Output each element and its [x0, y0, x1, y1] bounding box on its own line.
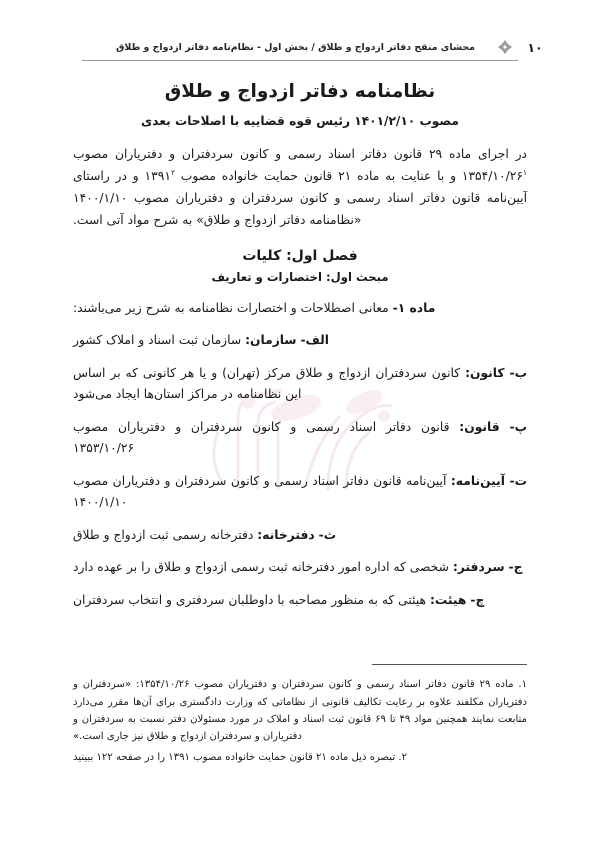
definition-term-daftarkhaneh: دفترخانه: [257, 527, 315, 542]
page-number: ۱۰ [527, 39, 543, 55]
article-1-label: ماده ۱- [392, 300, 436, 315]
footnote-2 [73, 749, 527, 766]
definition-text-heyat: هیئتی که به منظور مصاحبه با داوطلبان سردفتری و انتخاب سردفتران [73, 592, 430, 607]
definition-term-sardaftar: سردفتر: [452, 560, 505, 575]
definition-letter-be: ب- [509, 365, 527, 380]
page-subtitle: مصوب ۱۴۰۱/۲/۱۰ رئیس قوه قضاییه با اصلاحات بعدی [141, 114, 459, 129]
definition-letter-che: چ- [470, 592, 485, 607]
article-1 [73, 298, 527, 320]
diamond-ornament-icon [497, 39, 513, 55]
definition-item-the [73, 525, 527, 547]
definition-term-ghanoon: قانون: [459, 419, 500, 434]
header-divider [82, 60, 518, 61]
preamble-part-3: و در راستای آیین‌نامه قانون دفاتر اسناد رسمی و کانون سردفتران و دفتریاران مصوب ۱۴۰۰/۱/۱۰ «نظامنامه دفاتر ازدواج و طلاق» به شرح مواد آتی است. [73, 169, 527, 227]
preamble-paragraph [73, 144, 527, 232]
footnote-1-text: ماده ۲۹ قانون دفاتر اسناد رسمی و کانون سردفتران و دفتریاران مصوب ۱۳۵۴/۱۰/۲۶: «سردفتران و دفتریاران مکلفند علاوه بر رعایت تکالیف قانونی از نظاماتی که وزارت دادگستری برای آن‌ها مقرر می‌دارد متابعت نمایند همچنین مواد ۴۹ تا ۶۹ قانون ثبت اسناد و املاک در مورد مسئولان دفتر نسبت به سردفتران و دفتریاران و سردفتران ازدواج و طلاق نیز جاری است.» [73, 679, 527, 743]
footnote-marker-2[interactable]: ۲ [170, 167, 175, 177]
definition-term-sazman: سازمان: [245, 333, 297, 348]
preamble-part-2: و با عنایت به ماده ۲۱ قانون حمایت خانواده مصوب ۱۳۹۱ [144, 169, 462, 183]
definition-text-ghanoon: قانون دفاتر اسناد رسمی و کانون سردفتران و دفتریاران مصوب ۱۳۵۳/۱۰/۲۶ [73, 419, 460, 456]
header-running-title: محشای منقح دفاتر ازدواج و طلاق / بخش اول - نظام‌نامه دفاتر ازدواج و طلاق [115, 41, 475, 53]
definition-item-jim [73, 557, 527, 579]
preamble-part-1: در اجرای ماده ۲۹ قانون دفاتر اسناد رسمی و کانون سردفتران و دفتریاران مصوب ۱۳۵۴/۱۰/۲۶ [73, 147, 527, 183]
definition-item-alef [73, 330, 527, 352]
footnote-section [73, 664, 527, 769]
definition-item-te [73, 471, 527, 514]
footnote-marker-1[interactable]: ۱ [522, 167, 527, 177]
footnote-2-number: ۲. [398, 751, 408, 763]
definition-letter-jim: ج- [508, 560, 523, 575]
document-body [73, 80, 527, 622]
topic-heading: مبحث اول: اختصارات و تعاریف [211, 269, 389, 284]
definition-letter-pe: پ- [509, 419, 527, 434]
definition-term-heyat: هیئت: [429, 592, 467, 607]
footnote-divider [372, 664, 527, 665]
definition-letter-alef: الف- [300, 333, 330, 348]
definition-text-sardaftar: شخصی که اداره امور دفترخانه ثبت رسمی ازدواج و طلاق را بر عهده دارد [73, 560, 453, 575]
definition-text-sazman: سازمان ثبت اسناد و املاک کشور [73, 333, 246, 348]
running-header [55, 34, 545, 60]
definition-letter-the: ث- [318, 527, 337, 542]
chapter-heading: فصل اول: کلیات [242, 247, 358, 264]
footnote-1-number: ۱. [518, 679, 527, 691]
definition-text-daftarkhaneh: دفترخانه رسمی ثبت ازدواج و طلاق [73, 527, 258, 542]
definition-item-pe [73, 417, 527, 460]
definition-text-kanoon: کانون سردفتران ازدواج و طلاق مرکز (تهران) و یا هر کانونی که بر اساس این نظامنامه در مراکز استان‌ها ایجاد می‌شود [73, 365, 466, 402]
footnote-2-text: تبصره ذیل ماده ۲۱ قانون حمایت خانواده مصوب ۱۳۹۱ را در صفحه ۱۲۲ ببینید [73, 751, 399, 763]
definition-item-che [73, 590, 527, 612]
page-title: نظامنامه دفاتر ازدواج و طلاق [164, 81, 436, 102]
definition-term-ayinnameh: آیین‌نامه: [450, 473, 506, 488]
definition-letter-te: ت- [509, 473, 527, 488]
definition-text-ayinnameh: آیین‌نامه قانون دفاتر اسناد رسمی و کانون سردفتران و دفتریاران مصوب ۱۴۰۰/۱/۱۰ [73, 473, 451, 510]
definition-term-kanoon: کانون: [465, 365, 505, 380]
footnote-1 [73, 676, 527, 745]
article-1-text: معانی اصطلاحات و اختصارات نظامنامه به شرح زیر می‌باشند: [73, 300, 393, 315]
definition-item-be [73, 363, 527, 406]
